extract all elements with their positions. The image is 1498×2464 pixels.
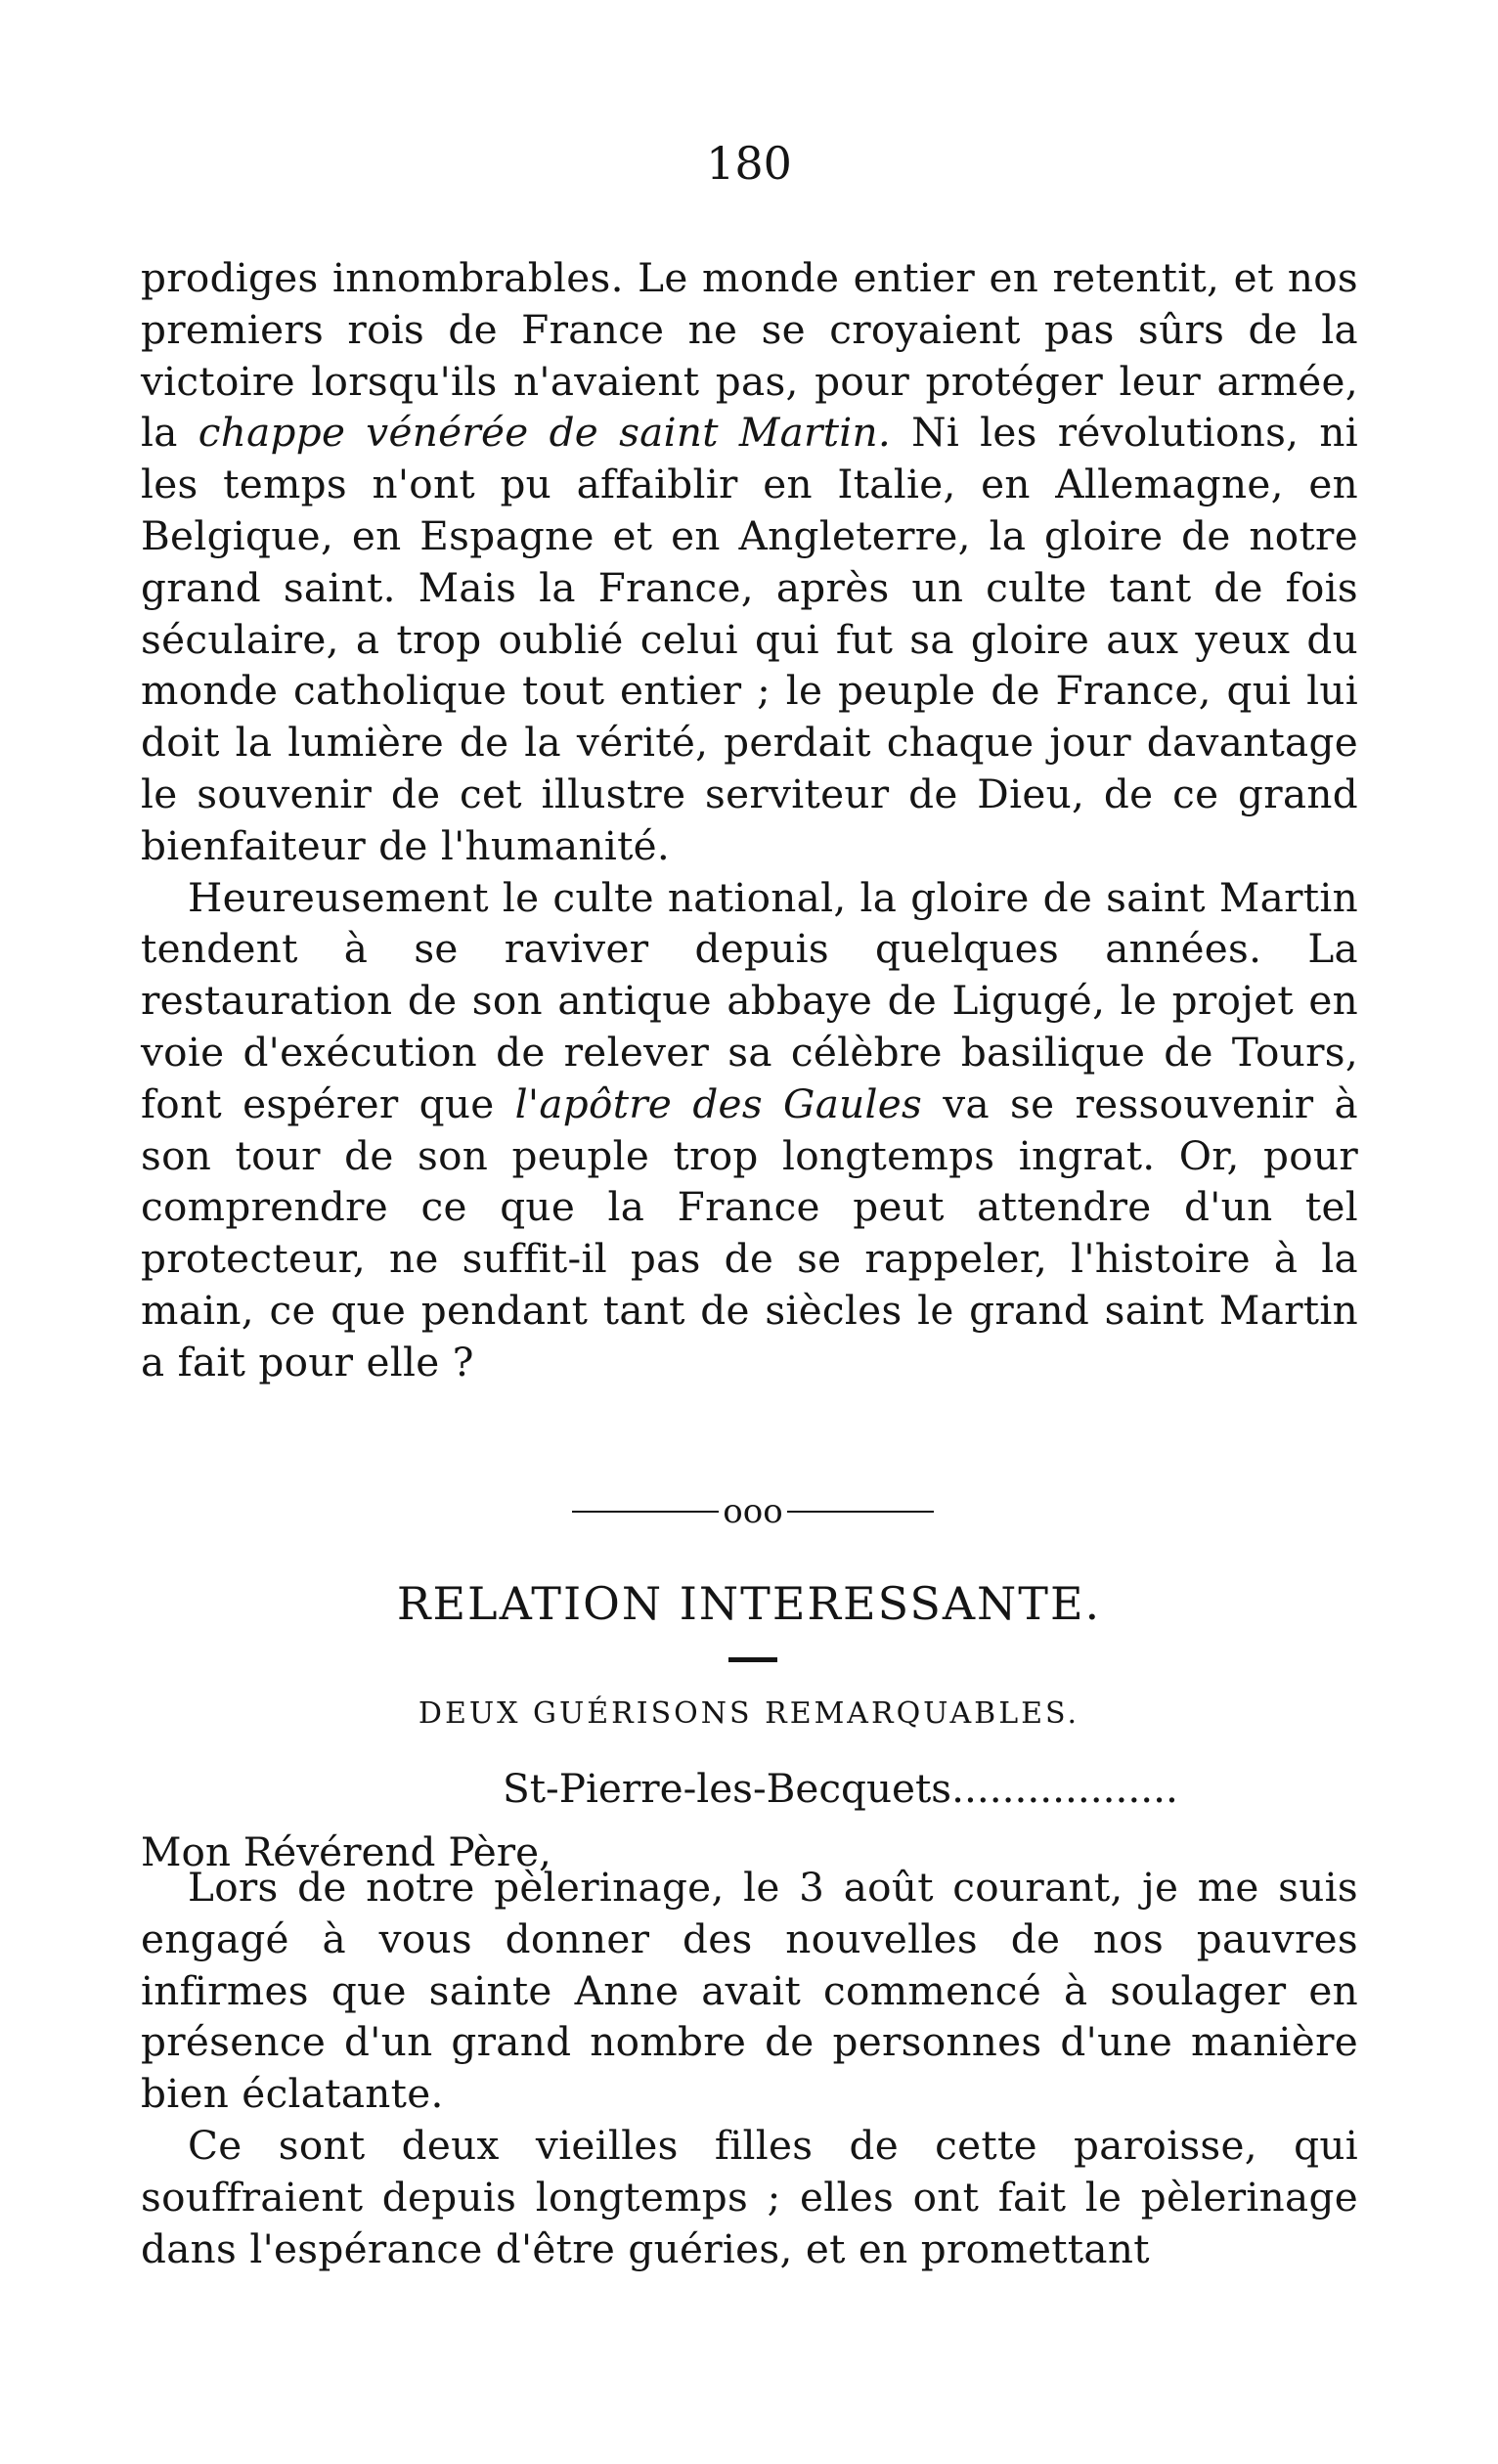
body-text-section-2 [141, 1862, 1358, 2274]
divider-rule-left [572, 1511, 719, 1513]
text-run: va se ressouvenir à son tour de son peuple trop longtemps ingrat. Or, pour comprendre ce que la France peut attendre d'un tel protecteur, ne suffit-il pas de se rappeler, l'histoire à la main, ce que pendant tant de siècles le grand saint Martin a fait pour elle ? [141, 1079, 1359, 1386]
paragraph: Ce sont deux vieilles filles de cette paroisse, qui souffraient depuis longtemps ; elles ont fait le pèlerinage dans l'espérance d'être guéries, et en promettant [141, 2121, 1358, 2272]
italic-phrase: l'apôtre des Gaules [514, 1079, 923, 1127]
letter-salutation: Mon Révérend Père, [141, 1828, 551, 1875]
heading-dash [728, 1657, 777, 1662]
article-subheading: DEUX GUÉRISONS REMARQUABLES. [418, 1696, 1080, 1731]
body-text-section-1 [141, 252, 1358, 1388]
paragraph [141, 872, 1358, 1388]
text-run: Ni les révolutions, ni les temps n'ont pu affaiblir en Italie, en Allemagne, en Belgique, en Espagne et en Angleterre, la gloire de notre grand saint. Mais la France, après un culte tant de fois séculaire, a trop oublié celui qui fut sa gloire aux yeux du monde catholique tout entier ; le peuple de France, qui lui doit la lumière de la vérité, perdait chaque jour davantage le souvenir de cet illustre serviteur de Dieu, de ce grand bienfaiteur de l'humanité. [141, 409, 1358, 869]
divider-rule-right [787, 1511, 934, 1513]
page-number: 180 [706, 137, 792, 190]
letter-place: St-Pierre-les-Becquets.................. [503, 1765, 1178, 1812]
divider-mark: ooo [723, 1492, 783, 1531]
section-divider [557, 1490, 948, 1531]
text-run: Heureusement le culte national, la gloire de saint Martin tendent à se raviver depuis quelques années. La restauration de son antique abbaye de Ligugé, le projet en voie d'exécution de relever sa célèbre basilique de Tours, font espérer que [141, 873, 1358, 1127]
text-run: prodiges innombrables. Le monde entier en retentit, et nos premiers rois de France ne se croyaient pas sûrs de la victoire lorsqu'ils n'avaient pas, pour protéger leur armée, la [141, 254, 1358, 457]
article-heading: RELATION INTERESSANTE. [396, 1577, 1102, 1630]
italic-phrase: chappe vénérée de saint Martin. [198, 409, 892, 457]
paragraph [141, 252, 1358, 872]
paragraph: Lors de notre pèlerinage, le 3 août courant, je me suis engagé à vous donner des nouvelles de nos pauvres infirmes que sainte Anne avait commencé à soulager en présence d'un grand nombre de personnes d'une manière bien éclatante. [141, 1864, 1358, 2118]
